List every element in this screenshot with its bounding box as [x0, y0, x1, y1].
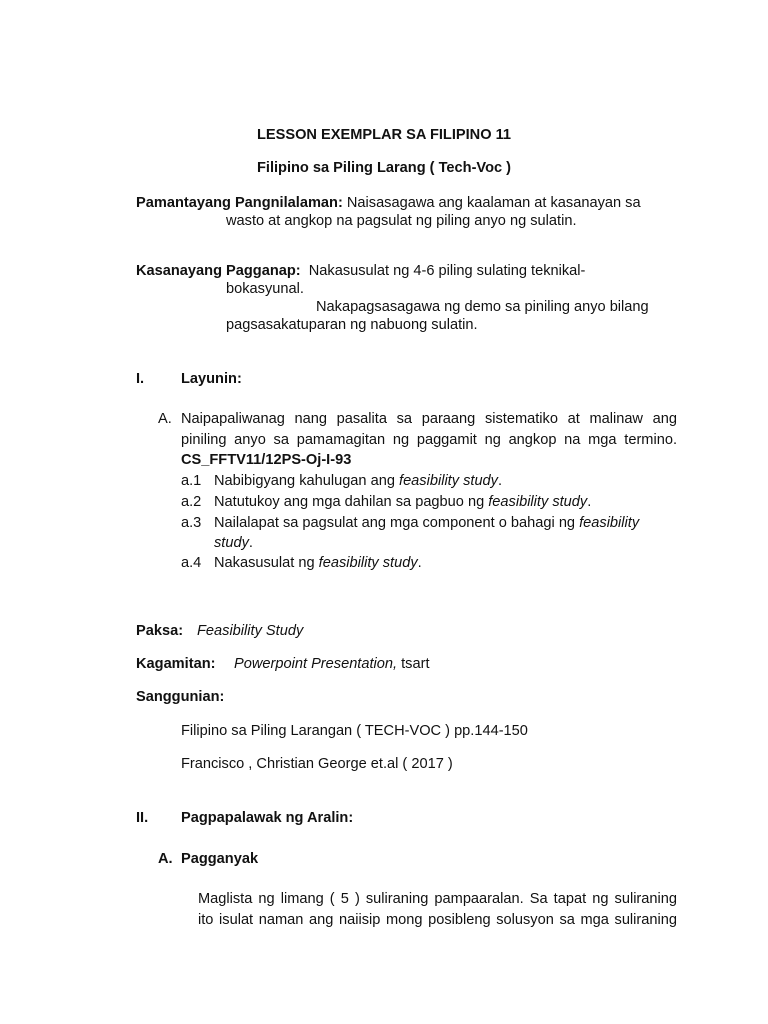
reference-item: Francisco , Christian George et.al ( 2017 ): [181, 756, 453, 772]
subitem-num: a.1: [181, 473, 202, 489]
kasanayan-label: Kasanayang Pagganap:: [136, 263, 301, 279]
pagganyak-line2: ito isulat naman ang naiisip mong posibleng solusyon sa mga suliraning: [198, 912, 677, 928]
paksa-label: Paksa:: [136, 623, 184, 639]
reference-item: Filipino sa Piling Larangan ( TECH-VOC ) pp.144-150: [181, 723, 528, 739]
subsection-a-heading: Pagganyak: [181, 851, 259, 867]
subitem-text: Natutukoy ang mga dahilan sa pagbuo ng feasibility study.: [214, 494, 592, 510]
subitem-text: Nabibigyang kahulugan ang feasibility study.: [214, 473, 503, 489]
subitem-text: Nailalapat sa pagsulat ang mga component o bahagi ng feasibility: [214, 515, 640, 531]
subitem-text-cont: study.: [214, 535, 253, 551]
subitem-num: a.4: [181, 555, 202, 571]
pamantayan-line2: wasto at angkop na pagsulat ng piling anyo ng sulatin.: [226, 213, 577, 229]
kagamitan-label: Kagamitan:: [136, 656, 216, 672]
section1-heading: Layunin:: [181, 371, 242, 387]
document-title: LESSON EXEMPLAR SA FILIPINO 11: [256, 127, 512, 143]
section1-numeral: I.: [136, 371, 145, 387]
item-a-line1: Naipapaliwanag nang pasalita sa paraang sistematiko at malinaw ang: [181, 411, 677, 427]
pamantayan-line1: [136, 194, 641, 212]
kasanayan-line2: bokasyunal.: [226, 281, 304, 297]
item-a-code: CS_FFTV11/12PS-Oj-I-93: [181, 452, 352, 468]
kasanayan-line3: Nakapagsasagawa ng demo sa piniling anyo bilang: [316, 299, 649, 315]
kasanayan-text: Nakasusulat ng 4-6 piling sulating teknikal-: [308, 263, 586, 279]
paksa-value: Feasibility Study: [197, 623, 304, 639]
section2-heading: Pagpapalawak ng Aralin:: [181, 810, 354, 826]
section2-numeral: II.: [136, 810, 149, 826]
pamantayan-text: Naisasagawa ang kaalaman at kasanayan sa: [346, 195, 641, 211]
kasanayan-line4: pagsasakatuparan ng nabuong sulatin.: [226, 317, 478, 333]
item-a-letter: A.: [158, 411, 172, 427]
pagganyak-line1: Maglista ng limang ( 5 ) suliraning pampaaralan. Sa tapat ng suliraning: [198, 891, 677, 907]
kasanayan-line1: [136, 262, 585, 280]
pamantayan-label: Pamantayang Pangnilalaman:: [136, 195, 343, 211]
subitem-num: a.3: [181, 515, 202, 531]
item-a-line2: piniling anyo sa pamamagitan ng paggamit ng angkop na mga termino.: [181, 432, 677, 448]
document-subtitle: Filipino sa Piling Larang ( Tech-Voc ): [256, 160, 512, 176]
subitem-text: Nakasusulat ng feasibility study.: [214, 555, 422, 571]
subitem-num: a.2: [181, 494, 202, 510]
subsection-a-letter: A.: [158, 851, 173, 867]
kagamitan-value: Powerpoint Presentation, tsart: [234, 656, 430, 672]
sanggunian-label: Sanggunian:: [136, 689, 225, 705]
